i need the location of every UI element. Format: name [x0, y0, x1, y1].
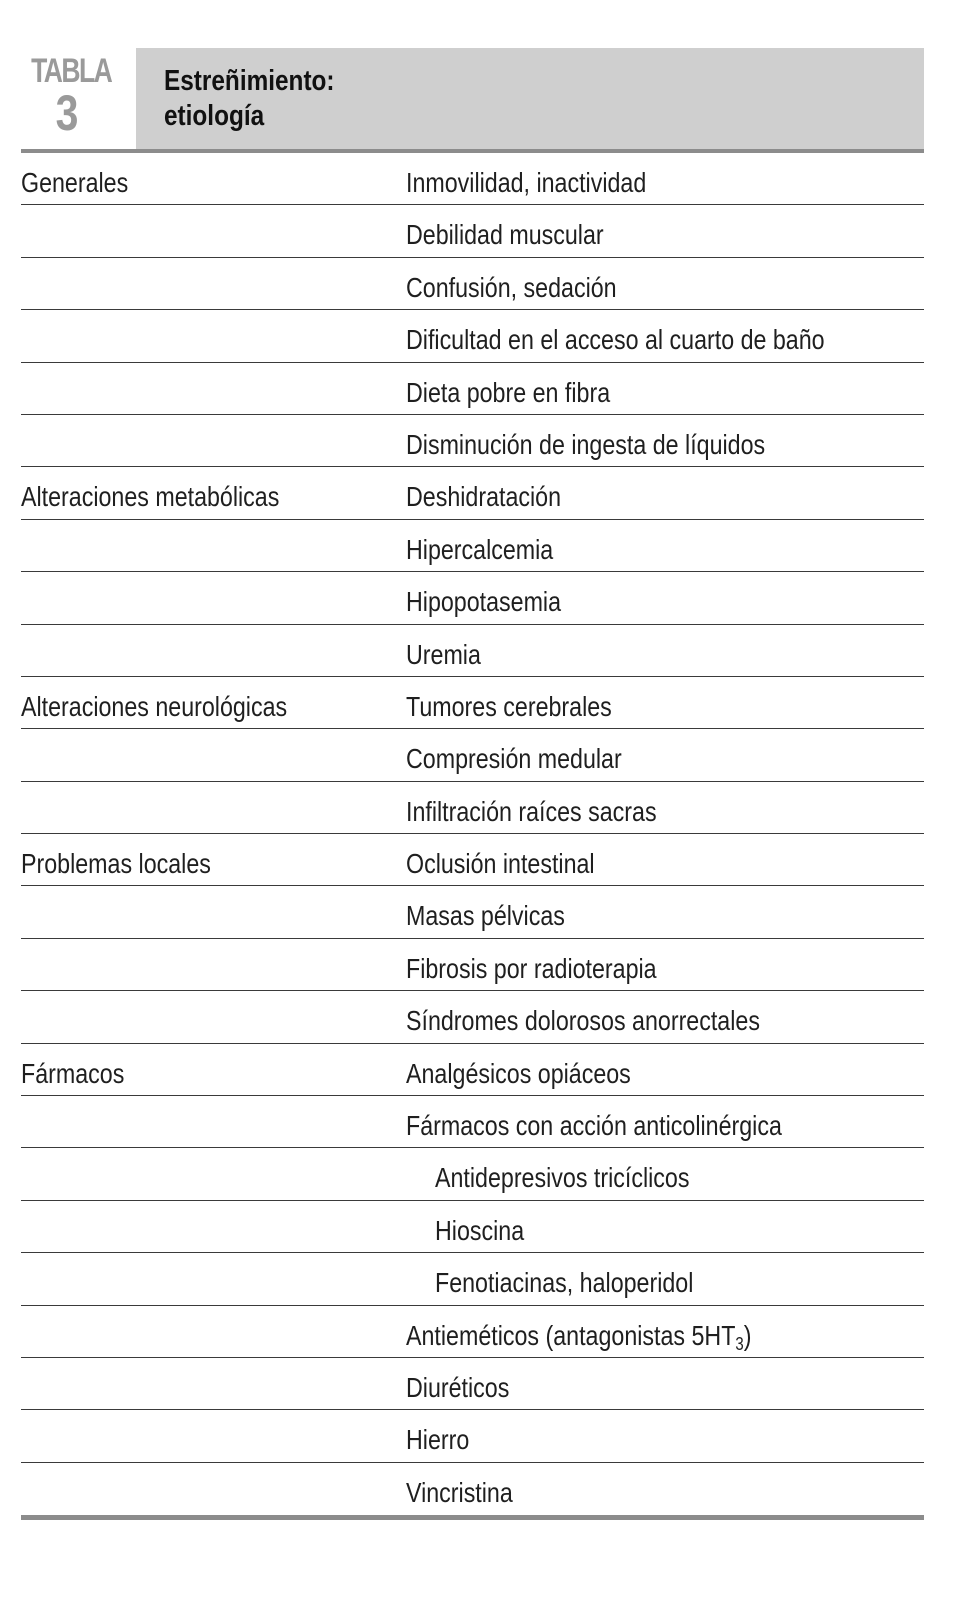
table-row: [21, 520, 924, 572]
table-row: [21, 1253, 924, 1305]
title-line-2: etiología: [164, 100, 265, 132]
row-item: Dificultad en el acceso al cuarto de baño: [406, 324, 825, 356]
row-item-subscript: 3: [735, 1333, 744, 1354]
row-item: [406, 1320, 751, 1352]
table-label-box: [21, 48, 136, 149]
row-item: Compresión medular: [406, 743, 622, 775]
table-title: [164, 64, 335, 134]
row-category: Fármacos: [21, 1057, 125, 1089]
table-row: [21, 1463, 924, 1515]
table-row: [21, 991, 924, 1043]
table-row: [21, 1044, 924, 1096]
table-row: [21, 625, 924, 677]
row-item: Fibrosis por radioterapia: [406, 952, 657, 984]
row-item: Inmovilidad, inactividad: [406, 167, 647, 198]
table-row: [21, 1096, 924, 1148]
bottom-rule: [21, 1515, 924, 1520]
table-row: [21, 886, 924, 938]
row-item: Infiltración raíces sacras: [406, 795, 657, 827]
table-row: [21, 310, 924, 362]
row-item: Diuréticos: [406, 1371, 510, 1403]
table-row: [21, 1358, 924, 1410]
table-row: [21, 939, 924, 991]
row-item: Vincristina: [406, 1476, 513, 1508]
row-item: Oclusión intestinal: [406, 848, 595, 880]
row-item: Hierro: [406, 1424, 470, 1456]
table-body: [21, 153, 924, 1515]
row-item: Hipercalcemia: [406, 533, 554, 565]
table-row: [21, 572, 924, 624]
row-item: Deshidratación: [406, 481, 562, 513]
row-item: Masas pélvicas: [406, 900, 565, 932]
table-row: [21, 153, 924, 205]
table-row: [21, 1306, 924, 1358]
table-container: [21, 48, 924, 1520]
row-item: Confusión, sedación: [406, 271, 617, 303]
row-item: Hioscina: [435, 1214, 525, 1246]
table-row: [21, 677, 924, 729]
table-row: [21, 415, 924, 467]
row-item: Tumores cerebrales: [406, 690, 612, 722]
row-item: Debilidad muscular: [406, 219, 604, 251]
table-row: [21, 467, 924, 519]
table-header: [21, 48, 924, 149]
table-label: TABLA: [31, 52, 112, 90]
row-category: Problemas locales: [21, 848, 211, 880]
table-row: [21, 782, 924, 834]
row-category: Alteraciones metabólicas: [21, 481, 280, 513]
row-item: Disminución de ingesta de líquidos: [406, 428, 766, 460]
row-item: Uremia: [406, 638, 481, 670]
row-item-text: Antieméticos (antagonistas 5HT: [406, 1319, 736, 1351]
row-item: Analgésicos opiáceos: [406, 1057, 631, 1089]
row-item: Antidepresivos tricíclicos: [435, 1162, 690, 1194]
row-item: Dieta pobre en fibra: [406, 376, 611, 408]
table-row: [21, 834, 924, 886]
row-item: Fenotiacinas, haloperidol: [435, 1267, 694, 1299]
table-row: [21, 258, 924, 310]
title-line-1: Estreñimiento:: [164, 65, 335, 97]
title-box: [136, 48, 924, 149]
row-item: Síndromes dolorosos anorrectales: [406, 1005, 760, 1037]
row-item: Fármacos con acción anticolinérgica: [406, 1110, 782, 1142]
row-item: Hipopotasemia: [406, 586, 562, 618]
row-category: Alteraciones neurológicas: [21, 690, 288, 722]
table-row: [21, 1201, 924, 1253]
table-row: [21, 363, 924, 415]
table-row: [21, 1410, 924, 1462]
row-item-suffix: ): [743, 1319, 752, 1351]
table-row: [21, 205, 924, 257]
row-category: Generales: [21, 167, 129, 198]
table-row: [21, 729, 924, 781]
table-row: [21, 1148, 924, 1200]
table-number: 3: [55, 85, 79, 141]
